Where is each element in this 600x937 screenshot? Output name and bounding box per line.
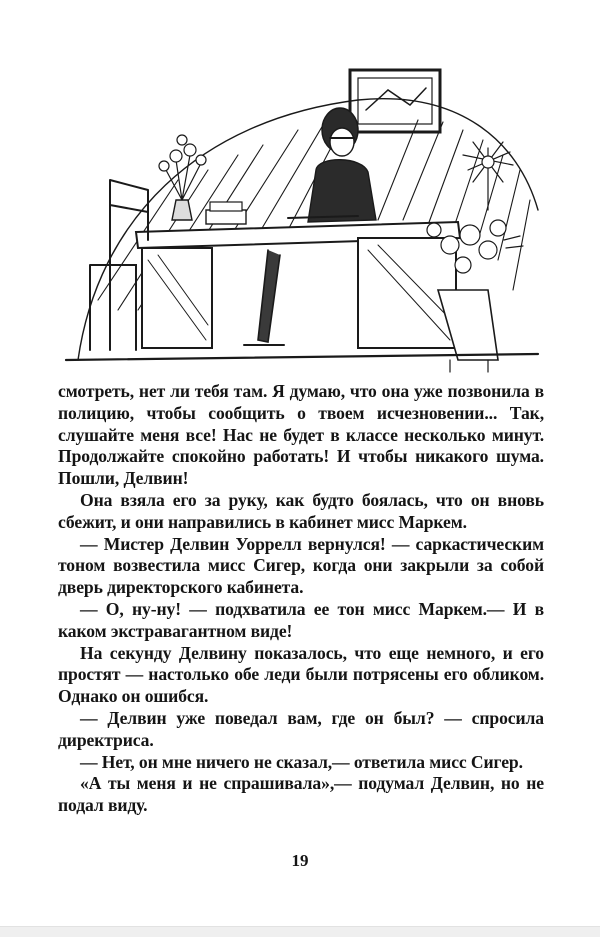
paragraph-8: «А ты меня и не спрашивала»,— подумал Делвин, но не подал виду. — [58, 773, 544, 816]
paragraph-6: — Делвин уже поведал вам, где он был? — спросила директриса. — [58, 707, 544, 750]
paragraph-2: Она взяла его за руку, как будто боялась, что он вновь сбежит, и они направились в кабинет мисс Маркем. — [58, 489, 544, 532]
paragraph-3: — Мистер Делвин Уоррелл вернулся! — саркастическим тоном возвестила мисс Сигер, когда они закрыли за собой дверь директорского кабинета. — [58, 533, 544, 598]
paragraph-5: На секунду Делвину показалось, что еще немного, и его простят — настолько обе леди были потрясены его обликом. Однако он ошибся. — [58, 642, 544, 707]
body-text — [58, 381, 544, 817]
page-bottom-edge — [0, 926, 600, 937]
paragraph-1: смотреть, нет ли тебя там. Я думаю, что она уже позвонила в полицию, чтобы сообщить о твоем исчезновении... Так, слушайте меня все! Нас не будет в классе несколько минут. Продолжайте спокойно работать! И чтобы никакого шума. Пошли, Делвин! — [58, 381, 544, 489]
page-number: 19 — [291, 851, 309, 870]
paragraph-4: — О, ну-ну! — подхватила ее тон мисс Маркем.— И в каком экстравагантном виде! — [58, 598, 544, 641]
office-illustration — [58, 60, 552, 378]
paragraph-7: — Нет, он мне ничего не сказал,— ответила мисс Сигер. — [80, 751, 523, 772]
